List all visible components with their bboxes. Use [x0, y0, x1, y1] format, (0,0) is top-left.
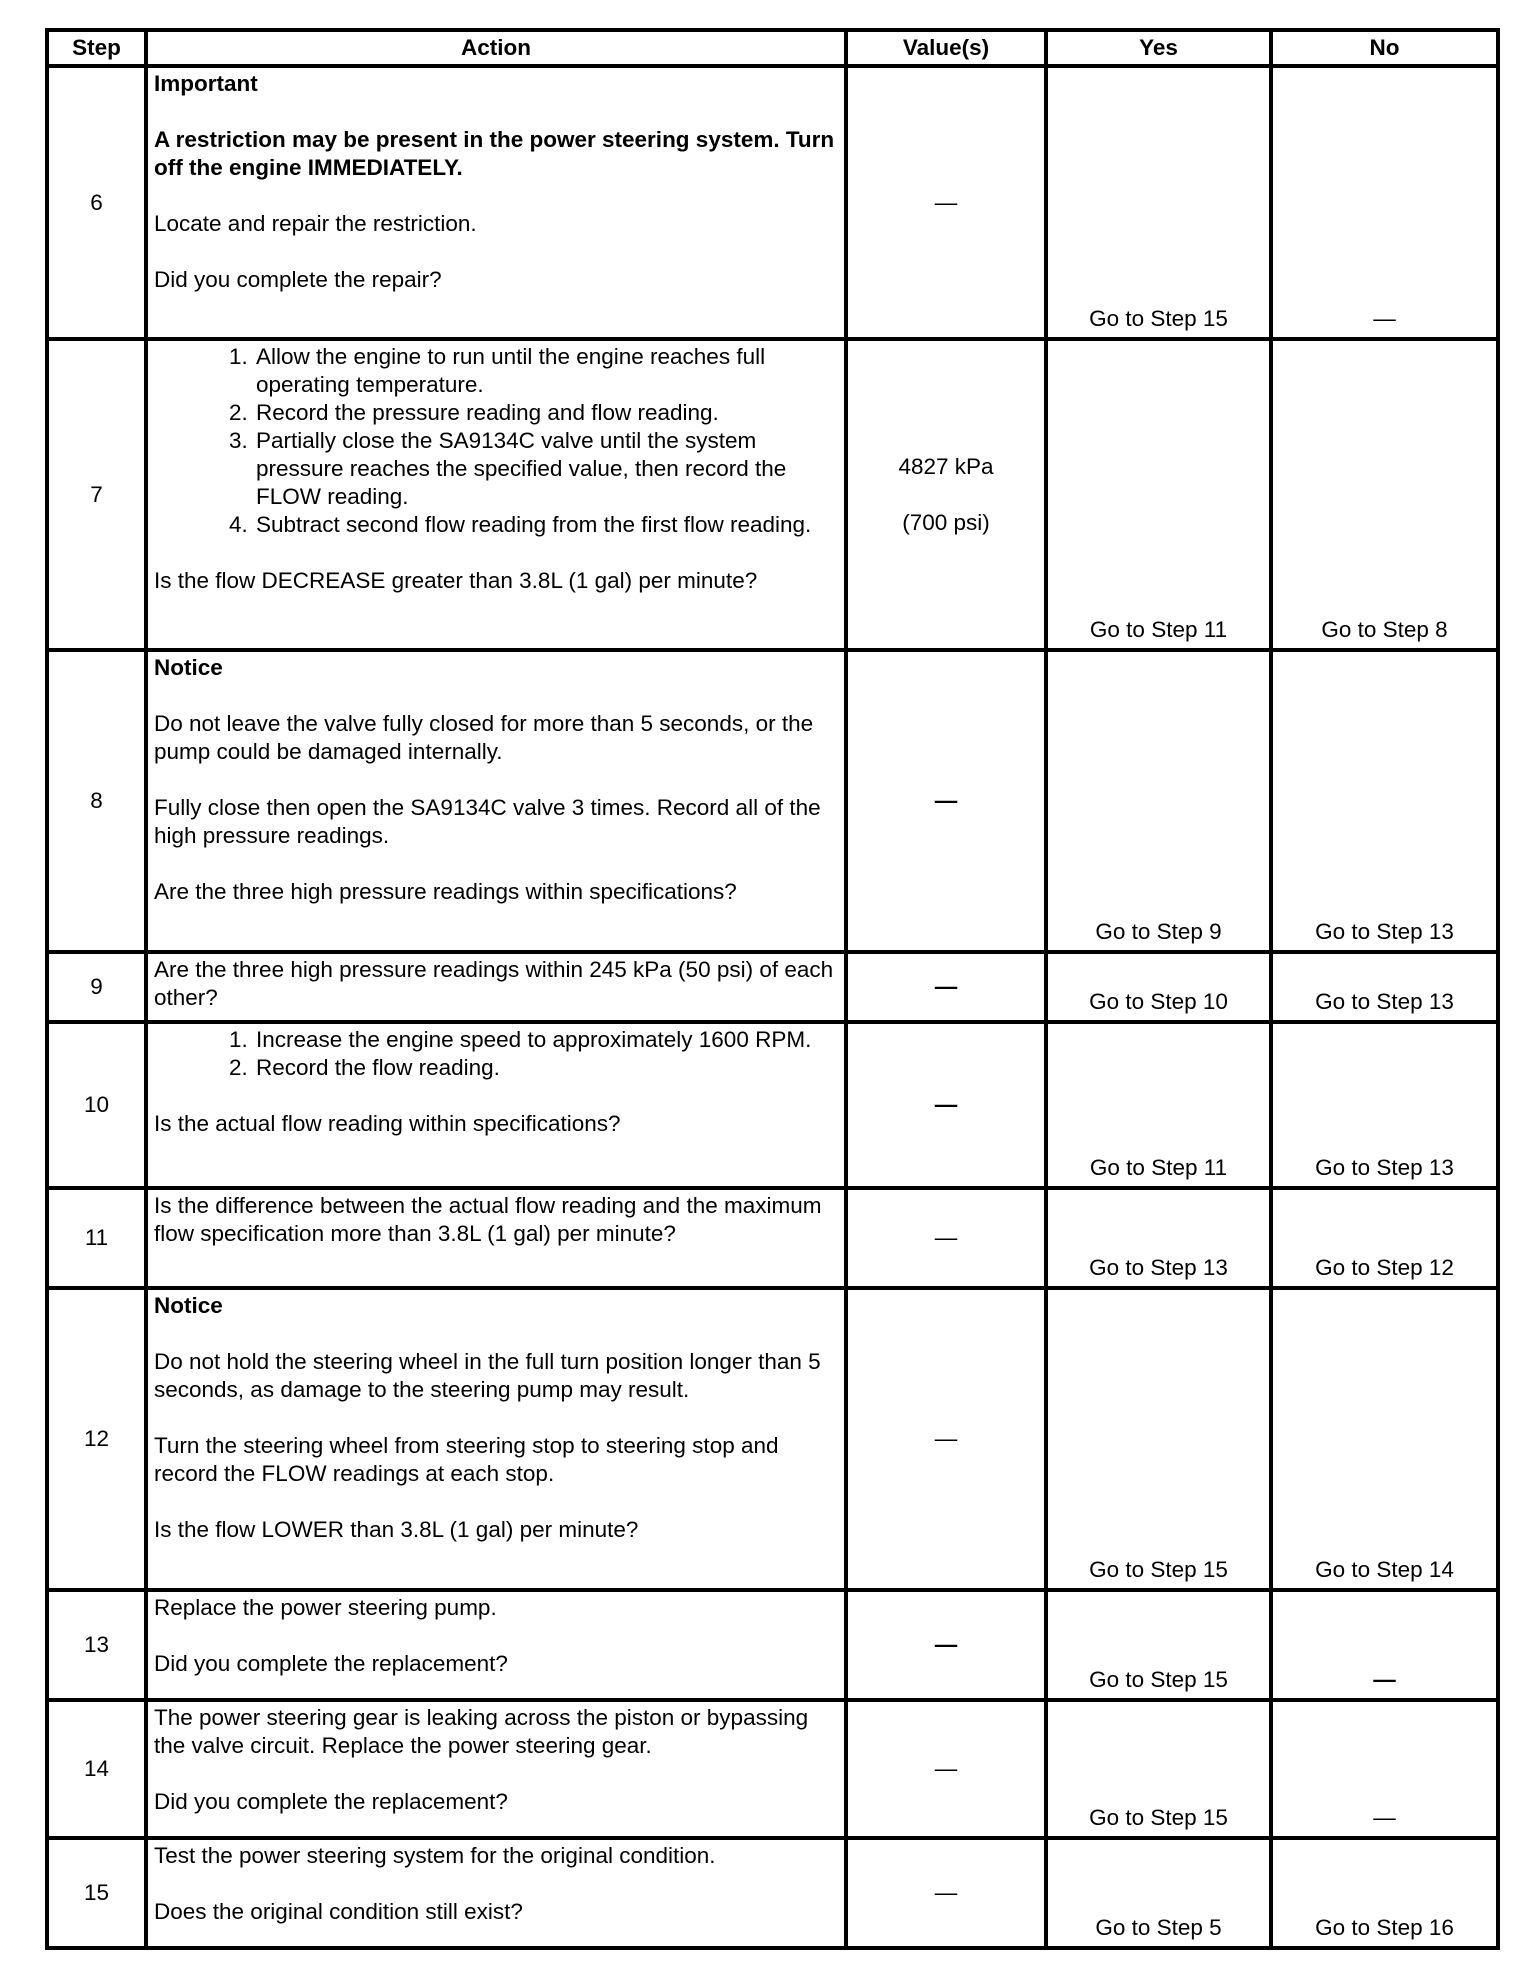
table-row	[47, 1838, 1498, 1948]
no-cell: Go to Step 14	[1271, 1288, 1498, 1590]
action-question: Did you complete the replacement?	[154, 1789, 508, 1814]
value-dash: —	[934, 189, 958, 215]
action-cell	[146, 1590, 846, 1700]
action-text: Replace the power steering pump.	[154, 1595, 497, 1620]
notice-text: Do not hold the steering wheel in the full turn position longer than 5 seconds, as damage to the steering pump may result.	[154, 1349, 821, 1402]
action-text: Locate and repair the restriction.	[154, 211, 477, 236]
notice-label: Notice	[154, 1293, 223, 1318]
header-action: Action	[146, 30, 846, 66]
value-cell	[846, 66, 1046, 339]
value-cell	[846, 1700, 1046, 1838]
yes-cell: Go to Step 10	[1046, 952, 1271, 1022]
yes-cell: Go to Step 15	[1046, 1288, 1271, 1590]
step-number: 9	[47, 952, 146, 1022]
value-cell	[846, 1838, 1046, 1948]
no-cell	[1271, 1590, 1498, 1700]
action-text: Turn the steering wheel from steering stop to steering stop and record the FLOW readings at each stop.	[154, 1433, 779, 1486]
no-dash: —	[1373, 1805, 1396, 1830]
value-cell	[846, 1188, 1046, 1288]
yes-cell: Go to Step 9	[1046, 650, 1271, 952]
value-dash: —	[934, 1880, 958, 1905]
no-cell	[1271, 1700, 1498, 1838]
no-cell: Go to Step 13	[1271, 1022, 1498, 1188]
action-cell	[146, 1288, 846, 1590]
action-cell	[146, 952, 846, 1022]
yes-cell: Go to Step 5	[1046, 1838, 1271, 1948]
step-number: 10	[47, 1022, 146, 1188]
step-number: 8	[47, 650, 146, 952]
value-cell	[846, 1022, 1046, 1188]
action-text: Test the power steering system for the original condition.	[154, 1843, 716, 1868]
value-dash: —	[934, 1092, 958, 1117]
no-cell: Go to Step 13	[1271, 952, 1498, 1022]
table-row	[47, 952, 1498, 1022]
action-text: The power steering gear is leaking across the piston or bypassing the valve circuit. Replace the power steering gear.	[154, 1705, 809, 1758]
important-text: A restriction may be present in the power steering system. Turn off the engine IMMEDIATELY.	[154, 127, 835, 180]
action-question: Is the flow LOWER than 3.8L (1 gal) per minute?	[154, 1517, 639, 1542]
list-item: 3. Partially close the SA9134C valve until the system pressure reaches the specified value, then record the FLOW reading.	[254, 427, 838, 511]
action-cell	[146, 1188, 846, 1288]
diagnostic-table	[45, 28, 1500, 1950]
value-dash: —	[934, 1225, 958, 1250]
no-cell: Go to Step 12	[1271, 1188, 1498, 1288]
step-number: 6	[47, 66, 146, 339]
value-cell	[846, 1288, 1046, 1590]
no-cell: Go to Step 16	[1271, 1838, 1498, 1948]
value-dash: —	[934, 974, 958, 999]
yes-cell: Go to Step 15	[1046, 66, 1271, 339]
list-item: 4. Subtract second flow reading from the first flow reading.	[254, 511, 838, 539]
yes-cell: Go to Step 15	[1046, 1700, 1271, 1838]
table-row	[47, 1590, 1498, 1700]
action-question: Are the three high pressure readings within specifications?	[154, 879, 737, 904]
list-item: 2. Record the flow reading.	[254, 1054, 838, 1082]
yes-cell: Go to Step 13	[1046, 1188, 1271, 1288]
step-number: 15	[47, 1838, 146, 1948]
step-number: 7	[47, 339, 146, 650]
yes-cell: Go to Step 11	[1046, 1022, 1271, 1188]
value-dash: —	[934, 1426, 958, 1451]
value-cell	[846, 650, 1046, 952]
action-list	[154, 343, 838, 539]
step-number: 12	[47, 1288, 146, 1590]
action-question: Is the flow DECREASE greater than 3.8L (1 gal) per minute?	[154, 568, 758, 593]
value-dash: —	[934, 1632, 958, 1657]
table-row	[47, 1022, 1498, 1188]
step-number: 11	[47, 1188, 146, 1288]
important-label: Important	[154, 71, 258, 96]
notice-text: Do not leave the valve fully closed for more than 5 seconds, or the pump could be damaged internally.	[154, 711, 814, 764]
list-item: 2. Record the pressure reading and flow reading.	[254, 399, 838, 427]
action-cell	[146, 66, 846, 339]
table-row	[47, 650, 1498, 952]
no-dash: —	[1373, 1667, 1396, 1692]
action-cell	[146, 1700, 846, 1838]
value-cell	[846, 1590, 1046, 1700]
value-imperial: (700 psi)	[902, 509, 990, 535]
value-metric: 4827 kPa	[898, 453, 994, 479]
list-item: 1. Allow the engine to run until the engine reaches full operating temperature.	[254, 343, 838, 399]
yes-cell: Go to Step 15	[1046, 1590, 1271, 1700]
action-question: Is the difference between the actual flow reading and the maximum flow specification more than 3.8L (1 gal) per minute?	[154, 1193, 822, 1246]
no-cell: Go to Step 13	[1271, 650, 1498, 952]
no-cell	[1271, 66, 1498, 339]
table-row	[47, 66, 1498, 339]
yes-cell: Go to Step 11	[1046, 339, 1271, 650]
notice-label: Notice	[154, 655, 223, 680]
action-question: Is the actual flow reading within specifications?	[154, 1111, 621, 1136]
action-question: Did you complete the replacement?	[154, 1651, 508, 1676]
step-number: 13	[47, 1590, 146, 1700]
value-dash: —	[934, 788, 958, 813]
action-list	[154, 1026, 838, 1082]
header-yes: Yes	[1046, 30, 1271, 66]
table-row	[47, 1288, 1498, 1590]
action-cell	[146, 1022, 846, 1188]
action-cell	[146, 650, 846, 952]
action-cell	[146, 339, 846, 650]
action-text: Fully close then open the SA9134C valve 3 times. Record all of the high pressure readings.	[154, 795, 821, 848]
action-cell	[146, 1838, 846, 1948]
header-row	[47, 30, 1498, 66]
action-question: Are the three high pressure readings within 245 kPa (50 psi) of each other?	[154, 957, 834, 1010]
header-no: No	[1271, 30, 1498, 66]
table-row	[47, 1188, 1498, 1288]
step-number: 14	[47, 1700, 146, 1838]
action-question: Did you complete the repair?	[154, 267, 442, 292]
header-values: Value(s)	[846, 30, 1046, 66]
table-row	[47, 1700, 1498, 1838]
value-cell	[846, 952, 1046, 1022]
header-step: Step	[47, 30, 146, 66]
value-dash: —	[934, 1756, 958, 1781]
no-dash: —	[1373, 306, 1396, 331]
table-row	[47, 339, 1498, 650]
no-cell: Go to Step 8	[1271, 339, 1498, 650]
value-cell	[846, 339, 1046, 650]
list-item: 1. Increase the engine speed to approximately 1600 RPM.	[254, 1026, 838, 1054]
action-question: Does the original condition still exist?	[154, 1899, 523, 1924]
